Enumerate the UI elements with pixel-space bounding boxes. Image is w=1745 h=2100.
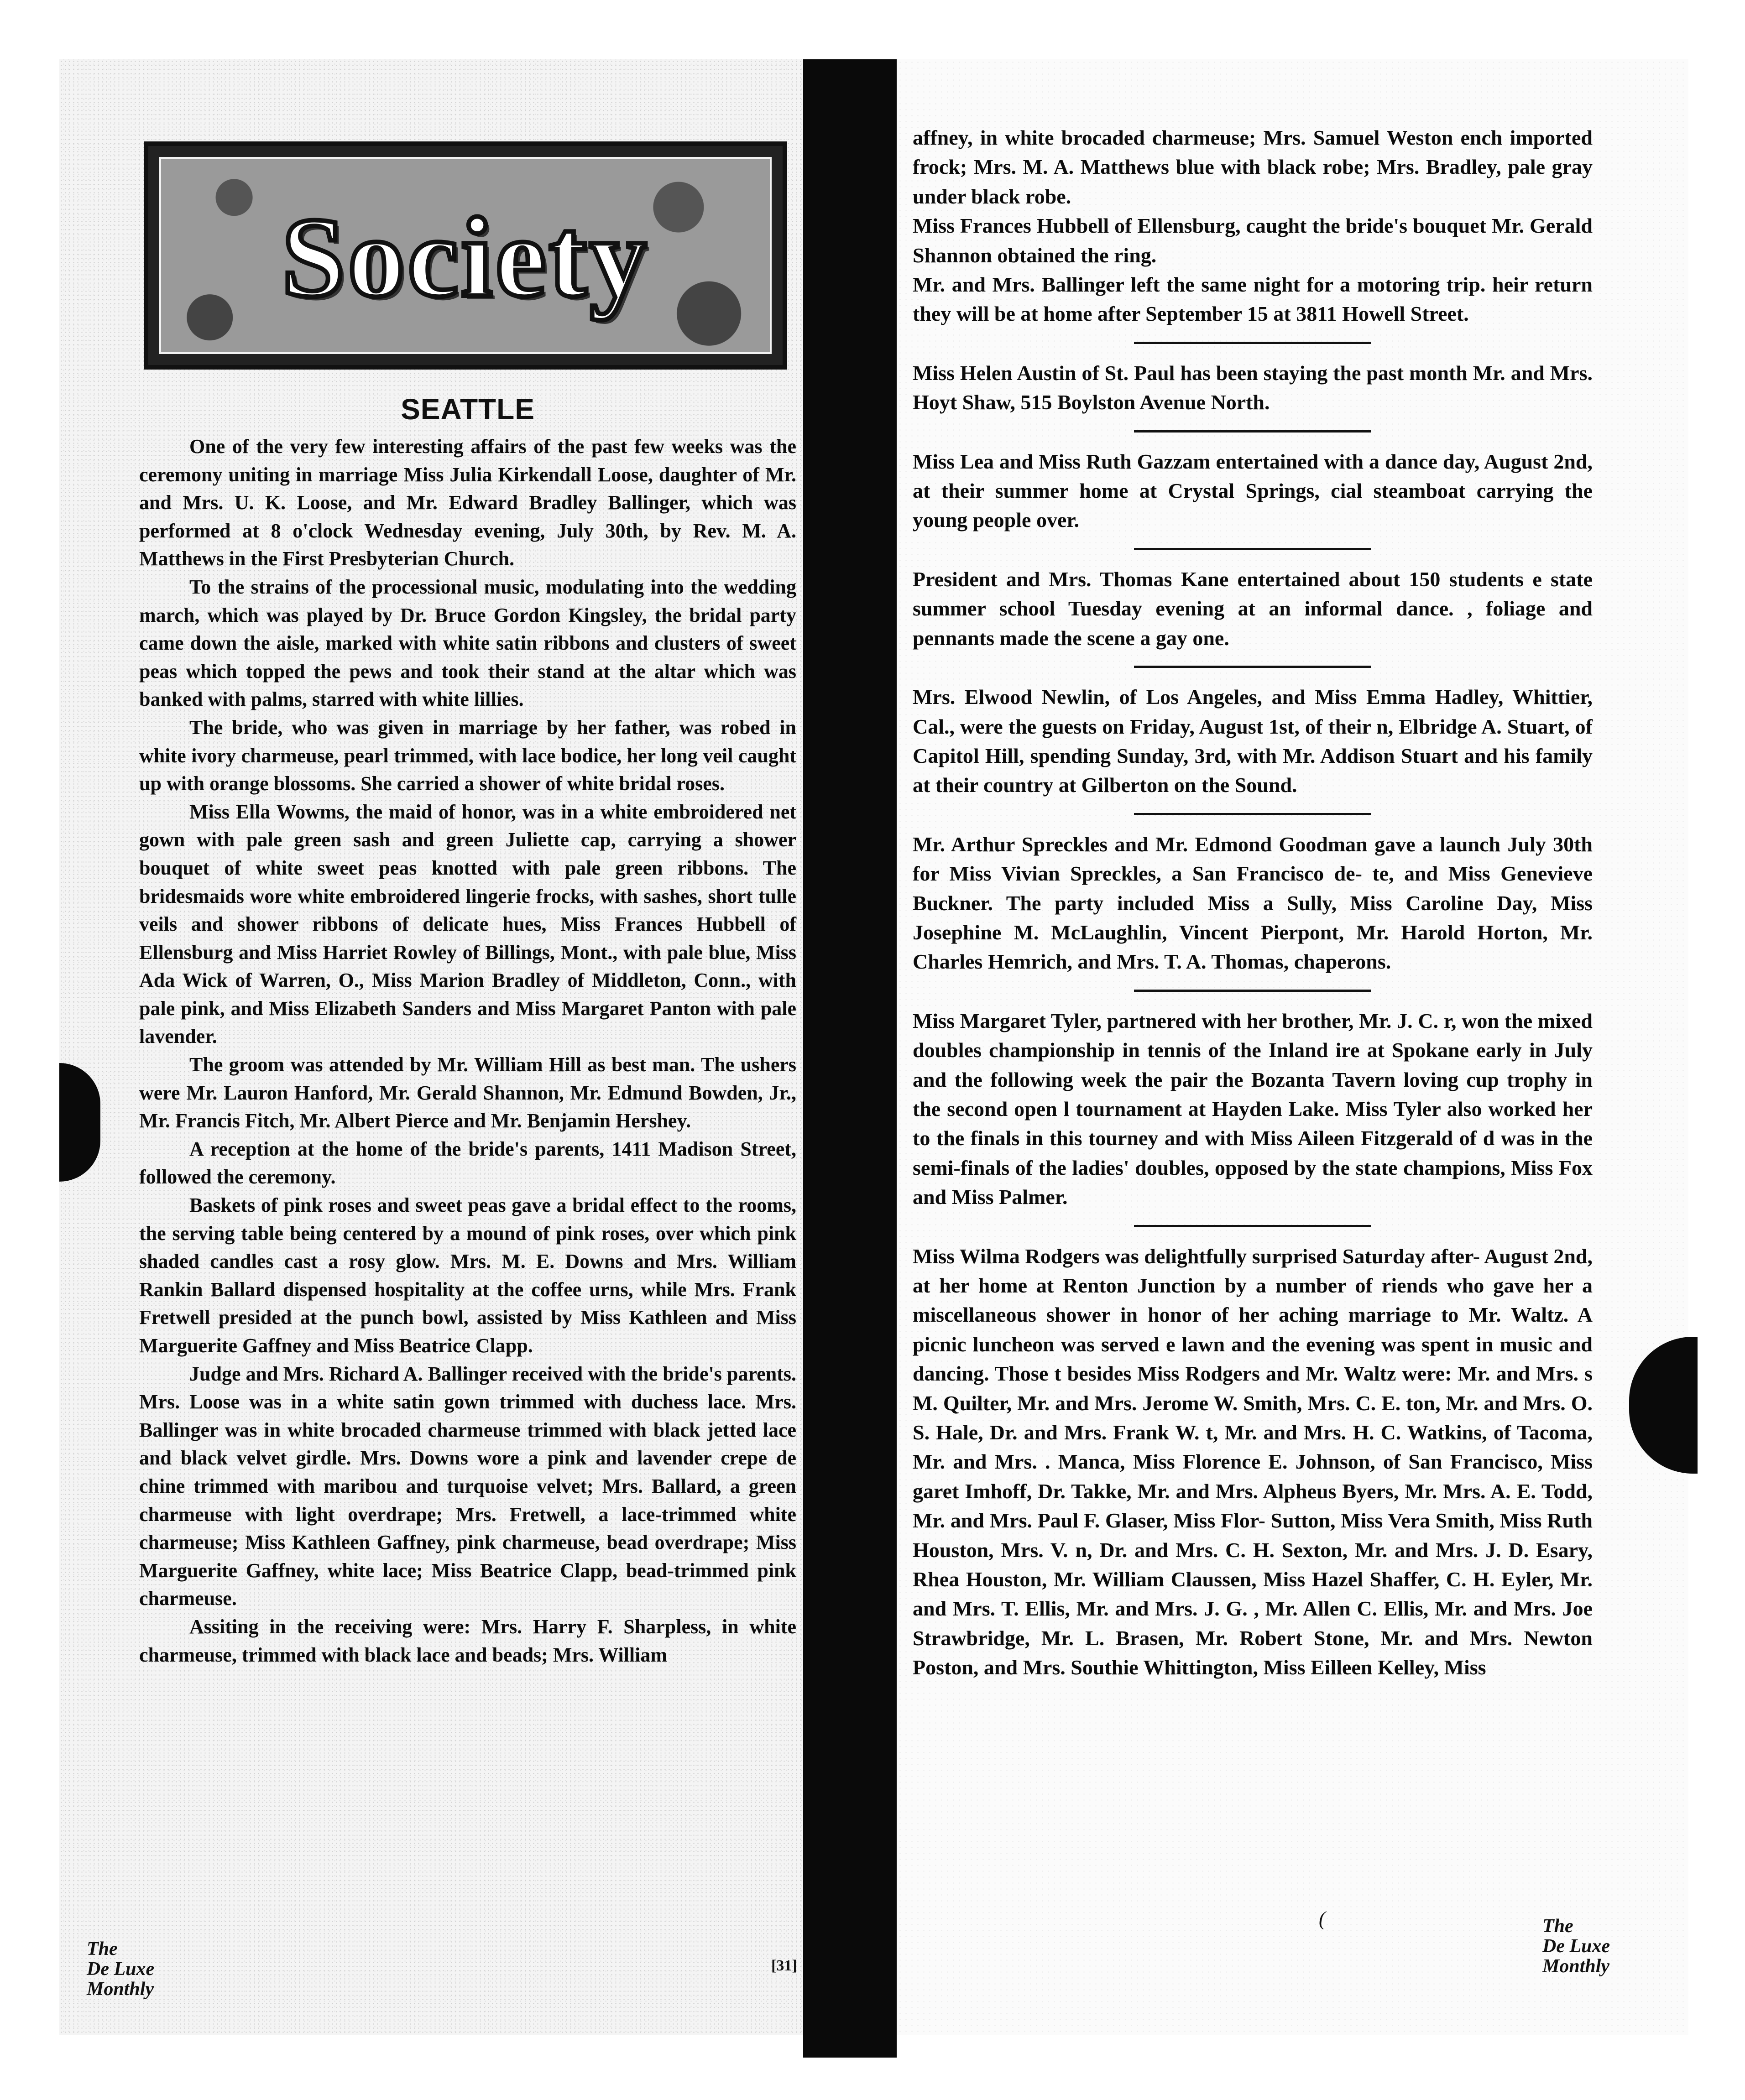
paragraph: One of the very few interesting affairs of the past few weeks was the ceremony uniting in marriage Miss Julia Kirkendall Loose, daughter of Mr. and Mrs. U. K. Loose, and Mr. Edward Bradley Ballinger, which was performed at 8 o'clock Wednesday evening, July 30th, by Rev. M. A. Matthews in the First Presbyterian Church.	[139, 435, 796, 570]
divider	[1134, 430, 1371, 433]
paragraph: Miss Helen Austin of St. Paul has been staying the past month Mr. and Mrs. Hoyt Shaw, 515 Boylston Avenue North.	[913, 361, 1593, 414]
divider	[1134, 813, 1371, 815]
divider	[1134, 1225, 1371, 1227]
paragraph: Mr. Arthur Spreckles and Mr. Edmond Goodman gave a launch July 30th for Miss Vivian Spreckles, a San Francisco de- te, and Miss Genevieve Buckner. The party included Miss a Sully, Miss Caroline Day, Miss Josephine M. McLaughlin, Vincent Pierpont, Mr. Harold Horton, Mr. Charles Hemrich, and Mrs. T. A. Thomas, chaperons.	[913, 832, 1593, 974]
footer-line: Monthly	[1542, 1956, 1610, 1977]
right-column	[913, 123, 1593, 1683]
footer-line: The	[1542, 1916, 1573, 1937]
paragraph: Judge and Mrs. Richard A. Ballinger received with the bride's parents. Mrs. Loose was in a white satin gown trimmed with duchess lace. Mrs. Ballinger was in white brocaded charmeuse trimmed with black jetted lace and black velvet girdle. Mrs. Downs wore a pink and lavender crepe de chine trimmed with maribou and turquoise velvet; Mrs. Ballard, a green charmeuse with light overdrape; Mrs. Fretwell, a lace-trimmed white charmeuse; Miss Kathleen Gaffney, pink charmeuse, bead overdrape; Miss Marguerite Gaffney, white lace; Miss Beatrice Clapp, bead-trimmed pink charmeuse.	[139, 1362, 796, 1610]
paragraph: Mrs. Elwood Newlin, of Los Angeles, and Miss Emma Hadley, Whittier, Cal., were the guests on Friday, August 1st, of their n, Elbridge A. Stuart, of Capitol Hill, spending Sunday, 3rd, with Mr. Addison Stuart and his family at their country at Gilberton on the Sound.	[913, 685, 1593, 797]
paragraph: Mr. and Mrs. Ballinger left the same night for a motoring trip. heir return they will be at home after September 15 at 3811 Howell Street.	[913, 273, 1593, 326]
footer-masthead-right	[1542, 1916, 1610, 1976]
binding-gutter	[803, 59, 897, 2058]
paragraph: A reception at the home of the bride's parents, 1411 Madison Street, followed the ceremony.	[139, 1137, 796, 1188]
society-banner	[144, 141, 787, 370]
paragraph: Baskets of pink roses and sweet peas gave a bridal effect to the rooms, the serving table being centered by a mound of pink roses, over which pink shaded candles cast a rosy glow. Mrs. M. E. Downs and Mrs. William Rankin Ballard dispensed hospitality at the coffee urns, while Mrs. Frank Fretwell presided at the punch bowl, assisted by Miss Kathleen and Miss Marguerite Gaffney and Miss Beatrice Clapp.	[139, 1194, 796, 1357]
banner-title: Society	[282, 194, 649, 321]
footer-line: Monthly	[87, 1979, 154, 2000]
section-heading: SEATTLE	[401, 393, 535, 426]
paragraph: To the strains of the processional music, modulating into the wedding march, which was played by Dr. Bruce Gordon Kingsley, the bridal party came down the aisle, marked with white satin ribbons and clusters of sweet peas which topped the pews and took their stand at the altar which was banked with palms, starred with white lillies.	[139, 575, 796, 711]
divider	[1134, 990, 1371, 992]
paragraph: The groom was attended by Mr. William Hill as best man. The ushers were Mr. Lauron Hanford, Mr. Gerald Shannon, Mr. Edmund Bowden, Jr., Mr. Francis Fitch, Mr. Albert Pierce and Mr. Benjamin Hershey.	[139, 1053, 796, 1132]
paragraph: President and Mrs. Thomas Kane entertained about 150 students e state summer school Tuesday evening at an informal dance. , foliage and pennants made the scene a gay one.	[913, 567, 1593, 650]
footer-line: De Luxe	[1542, 1936, 1610, 1957]
paragraph: The bride, who was given in marriage by her father, was robed in white ivory charmeuse, pearl trimmed, with lace bodice, her long veil caught up with orange blossoms. She carried a shower of white bridal roses.	[139, 716, 796, 795]
footer-line: De Luxe	[87, 1959, 155, 1980]
paragraph: Miss Margaret Tyler, partnered with her brother, Mr. J. C. r, won the mixed doubles championship in tennis of the Inland ire at Spokane early in July and the following week the pair the Bozanta Tavern loving cup trophy in the second open l tournament at Hayden Lake. Miss Tyler also worked her to the finals in this tourney and with Miss Aileen Fitzgerald of d was in the semi-finals of the ladies' doubles, opposed by the state champions, Miss Fox and Miss Palmer.	[913, 1009, 1593, 1209]
paragraph: Miss Ella Wowms, the maid of honor, was in a white embroidered net gown with pale green sash and green Juliette cap, carrying a shower bouquet of white sweet peas knotted with pale green ribbons. The bridesmaids wore white embroidered lingerie frocks, with sashes, short tulle veils and shower ribbons of delicate hues, Miss Frances Hubbell of Ellensburg and Miss Harriet Rowley of Billings, Mont., with pale blue, Miss Ada Wick of Warren, O., Miss Marion Bradley of Middleton, Conn., with pale pink, and Miss Elizabeth Sanders and Miss Margaret Panton with pale lavender.	[139, 800, 796, 1048]
footer-line: The	[87, 1938, 118, 1959]
paragraph: Miss Frances Hubbell of Ellensburg, caught the bride's bouquet Mr. Gerald Shannon obtained the ring.	[913, 214, 1593, 267]
paragraph: affney, in white brocaded charmeuse; Mrs. Samuel Weston ench imported frock; Mrs. M. A. Matthews blue with black robe; Mrs. Bradley, pale gray under black robe.	[913, 126, 1593, 208]
divider	[1134, 548, 1371, 550]
left-column	[139, 392, 796, 1669]
paragraph: Assiting in the receiving were: Mrs. Harry F. Sharpless, in white charmeuse, trimmed with black lace and beads; Mrs. William	[139, 1615, 796, 1666]
divider	[1134, 666, 1371, 668]
page-number: [31]	[771, 1957, 797, 1974]
paragraph: Miss Lea and Miss Ruth Gazzam entertained with a dance day, August 2nd, at their summer home at Crystal Springs, cial steamboat carrying the young people over.	[913, 449, 1593, 532]
paragraph: Miss Wilma Rodgers was delightfully surprised Saturday after- August 2nd, at her home at Renton Junction by a number of riends who gave her a miscellaneous shower in honor of her aching marriage to Mr. Waltz. A picnic luncheon was served e lawn and the evening was spent in music and dancing. Those t besides Miss Rodgers and Mr. Waltz were: Mr. and Mrs. s M. Quilter, Mr. and Mrs. Jerome W. Smith, Mrs. C. E. ton, Mr. and Mrs. O. S. Hale, Dr. and Mrs. Frank W. t, Mr. and Mrs. H. C. Watkins, of Tacoma, Mr. and Mrs. . Manca, Miss Florence E. Johnson, of San Francisco, Miss garet Imhoff, Dr. Takke, Mr. and Mrs. Alpheus Byers, Mr. Mrs. A. E. Todd, Mr. and Mrs. Paul F. Glaser, Miss Flor- Sutton, Miss Vera Smith, Miss Ruth Houston, Mrs. V. n, Dr. and Mrs. C. H. Sexton, Mr. and Mrs. J. D. Esary, Rhea Houston, Mr. William Claussen, Miss Hazel Shaffer, C. H. Eyler, Mr. and Mrs. T. Ellis, Mr. and Mrs. J. G. , Mr. Allen C. Ellis, Mr. and Mrs. Joe Strawbridge, Mr. L. Brasen, Mr. Robert Stone, Mr. and Mrs. Newton Poston, and Mrs. Southie Whittington, Miss Eilleen Kelley, Miss	[913, 1244, 1593, 1679]
footer-masthead-left	[87, 1939, 154, 1999]
divider	[1134, 342, 1371, 344]
stray-mark: (	[1319, 1907, 1326, 1930]
